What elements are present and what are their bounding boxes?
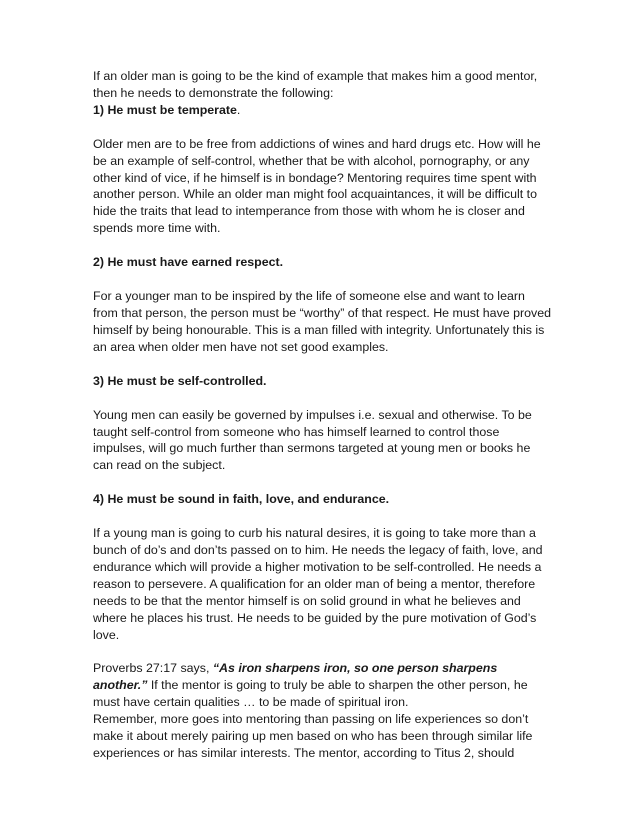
temperate-paragraph: Older men are to be free from addictions of wines and hard drugs etc. How will he be an example of self-control, whether that be with alcohol, pornography, or any other kind of vice, if he himself is in bondage? Mentoring requires time spent with another person. While an older man might fool acquaintances, it will be difficult to hide the traits that lead to intemperance from those with whom he is closer and spends more time with. [93, 136, 541, 236]
self-control-paragraph: Young men can easily be governed by impulses i.e. sexual and otherwise. To be taught self-control from someone who has himself learned to control those impulses, will go much further than sermons targeted at young men or books he can read on the subject. [93, 407, 532, 473]
point-3-heading-text: 3) He must be self-controlled. [93, 373, 267, 388]
point-2-heading-text: 2) He must have earned respect. [93, 255, 284, 270]
intro-paragraph: If an older man is going to be the kind of example that makes him a good mentor, then he needs to demonstrate the following: [93, 69, 538, 100]
point-1-heading: 1) He must be temperate [93, 102, 237, 117]
respect-paragraph: For a younger man to be inspired by the life of someone else and want to learn from that person, the person must be “worthy” of that respect. He must have proved himself by being honourable. This is a man filled with integrity. Unfortunately this is an area when older men have not set good examples. [93, 289, 551, 354]
point-2-heading [93, 254, 551, 271]
proverbs-rest: If the mentor is going to truly be able to sharpen the other person, he must have certain qualities … to be made of spiritual iron. [93, 678, 528, 710]
point-1-heading-period: . [236, 102, 241, 117]
point-3-heading [93, 373, 551, 390]
remember-paragraph: Remember, more goes into mentoring than passing on life experiences so don’t make it about merely pairing up men based on who has been through similar life experiences or has similar interests. The mentor, according to Titus 2, should [93, 712, 533, 760]
point-1-heading-line [93, 102, 551, 119]
proverbs-lead: Proverbs 27:17 says, [93, 661, 213, 676]
faith-love-endurance-paragraph: If a young man is going to curb his natural desires, it is going to take more than a bunch of do’s and don’ts passed on to him. He needs the legacy of faith, love, and endurance which will provide a higher motivation to be self-controlled. He needs a reason to persevere. A qualification for an older man of being a mentor, therefore needs to be that the mentor himself is on solid ground in what he believes and where he places his trust. He needs to be guided by the pure motivation of God’s love. [93, 526, 543, 642]
point-4-heading-text: 4) He must be sound in faith, love, and endurance. [93, 492, 390, 507]
document-page [93, 68, 551, 762]
point-4-heading [93, 491, 551, 508]
proverbs-paragraph [93, 660, 551, 711]
proverbs-quote: “As iron sharpens iron, so one person sharpens another.” [93, 661, 498, 693]
